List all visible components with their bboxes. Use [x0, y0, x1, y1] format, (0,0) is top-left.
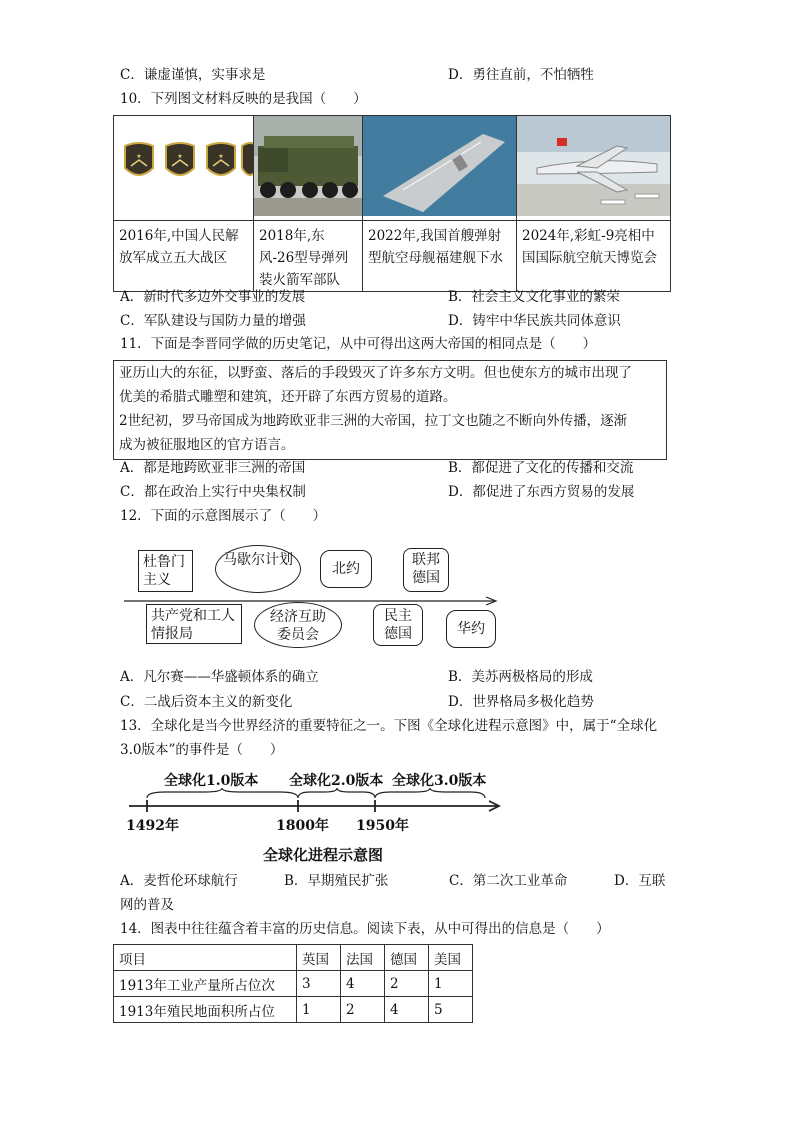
table-header-cell: 德国 — [385, 945, 429, 971]
question-14-stem: 14．图表中往往蕴含着丰富的历史信息。阅读下表，从中可得出的信息是（ ） — [120, 921, 610, 937]
cominform-box: 共产党和工人情报局 — [146, 604, 242, 644]
q13-option-a: A．麦哲伦环球航行 — [120, 873, 238, 889]
q11-material-line: 优美的希腊式雕塑和建筑，还开辟了东西方贸易的道路。 — [119, 389, 457, 405]
table-header-cell: 法国 — [341, 945, 385, 971]
table-header-row — [114, 945, 473, 971]
truman-doctrine-box: 杜鲁门主义 — [138, 550, 193, 592]
nato-box: 北约 — [320, 550, 372, 588]
globalization-caption: 全球化进程示意图 — [263, 846, 384, 864]
q10-caption-1: 2016年,中国人民解放军成立五大战区 — [114, 221, 254, 292]
comecon-oval: 经济互助委员会 — [254, 602, 342, 648]
marshall-plan-oval: 马歇尔计划 — [215, 545, 301, 593]
q11-material-line: 2世纪初，罗马帝国成为地跨欧亚非三洲的大帝国，拉丁文也随之不断向外传播，逐渐 — [119, 413, 628, 429]
army-badges-image — [114, 116, 254, 221]
question-13-stem: 13．全球化是当今世界经济的重要特征之一。下图《全球化进程示意图》中，属于“全球化 — [120, 718, 658, 734]
question-13-stem-cont: 3.0版本”的事件是（ ） — [120, 742, 284, 758]
globalization-timeline — [125, 788, 505, 816]
q13-option-d-cont: 网的普及 — [120, 897, 174, 913]
q10-option-c: C．军队建设与国防力量的增强 — [120, 313, 306, 329]
table-row — [114, 997, 473, 1023]
option-c: C．谦虚谨慎，实事求是 — [120, 67, 266, 83]
globalization-3-label: 全球化3.0版本 — [392, 773, 487, 789]
question-10-stem: 10．下列图文材料反映的是我国（ ） — [120, 91, 367, 107]
west-germany-box: 联邦德国 — [403, 548, 449, 592]
table-header-cell: 美国 — [429, 945, 473, 971]
table-cell: 4 — [341, 971, 385, 997]
question-12-stem: 12．下面的示意图展示了（ ） — [120, 508, 327, 524]
year-1950: 1950年 — [356, 818, 409, 834]
table-cell: 1913年工业产量所占位次 — [114, 971, 297, 997]
q11-option-d: D．都促进了东西方贸易的发展 — [448, 484, 635, 500]
q10-option-d: D．铸牢中华民族共同体意识 — [448, 313, 621, 329]
q10-caption-4: 2024年,彩虹-9亮相中国国际航空航天博览会 — [517, 221, 671, 292]
q12-option-b: B．美苏两极格局的形成 — [448, 669, 593, 685]
q11-option-a: A．都是地跨欧亚非三洲的帝国 — [120, 460, 306, 476]
globalization-2-label: 全球化2.0版本 — [289, 773, 384, 789]
q13-option-b: B．早期殖民扩张 — [284, 873, 389, 889]
q11-option-b: B．都促进了文化的传播和交流 — [448, 460, 634, 476]
army-badges-icon — [114, 116, 253, 216]
table-header-cell: 项目 — [114, 945, 297, 971]
svg-text:★: ★ — [177, 153, 183, 160]
aircraft-carrier-icon — [363, 116, 516, 216]
q13-option-c: C．第二次工业革命 — [449, 873, 568, 889]
table-cell: 1 — [429, 971, 473, 997]
q13-option-d: D．互联 — [614, 873, 666, 889]
drone-icon — [517, 116, 670, 216]
q12-option-d: D．世界格局多极化趋势 — [448, 694, 594, 710]
year-1492: 1492年 — [126, 818, 179, 834]
table-header-cell: 英国 — [297, 945, 341, 971]
table-cell: 2 — [341, 997, 385, 1023]
q12-option-a: A．凡尔赛——华盛顿体系的确立 — [120, 669, 319, 685]
missile-launcher-icon — [254, 116, 362, 216]
warsaw-pact-box: 华约 — [446, 610, 496, 648]
table-cell: 2 — [385, 971, 429, 997]
table-cell: 1913年殖民地面积所占位 — [114, 997, 297, 1023]
q10-option-b: B．社会主义文化事业的繁荣 — [448, 289, 620, 305]
table-cell: 1 — [297, 997, 341, 1023]
q11-option-c: C．都在政治上实行中央集权制 — [120, 484, 306, 500]
svg-text:★: ★ — [136, 153, 142, 160]
q10-caption-2: 2018年,东风-26型导弹列装火箭军部队 — [254, 221, 363, 292]
table-cell: 3 — [297, 971, 341, 997]
q11-material-line: 亚历山大的东征，以野蛮、落后的手段毁灭了许多东方文明。但也使东方的城市出现了 — [119, 365, 632, 381]
option-d: D．勇往直前，不怕牺牲 — [448, 67, 594, 83]
q10-image-table — [113, 115, 671, 292]
svg-text:★: ★ — [218, 153, 224, 160]
q11-material-box — [113, 360, 667, 460]
year-1800: 1800年 — [276, 818, 329, 834]
q10-option-a: A．新时代多边外交事业的发展 — [120, 289, 306, 305]
globalization-1-label: 全球化1.0版本 — [164, 773, 259, 789]
table-row — [114, 971, 473, 997]
table-cell: 5 — [429, 997, 473, 1023]
q10-caption-3: 2022年,我国首艘弹射型航空母舰福建舰下水 — [363, 221, 517, 292]
aircraft-carrier-image — [363, 116, 517, 221]
missile-launcher-image — [254, 116, 363, 221]
question-11-stem: 11．下面是李晋同学做的历史笔记，从中可得出这两大帝国的相同点是（ ） — [120, 336, 597, 352]
q14-table — [113, 944, 473, 1023]
table-cell: 4 — [385, 997, 429, 1023]
q11-material-line: 成为被征服地区的官方语言。 — [119, 437, 295, 453]
east-germany-box: 民主德国 — [373, 604, 423, 646]
q12-option-c: C．二战后资本主义的新变化 — [120, 694, 293, 710]
drone-image — [517, 116, 671, 221]
